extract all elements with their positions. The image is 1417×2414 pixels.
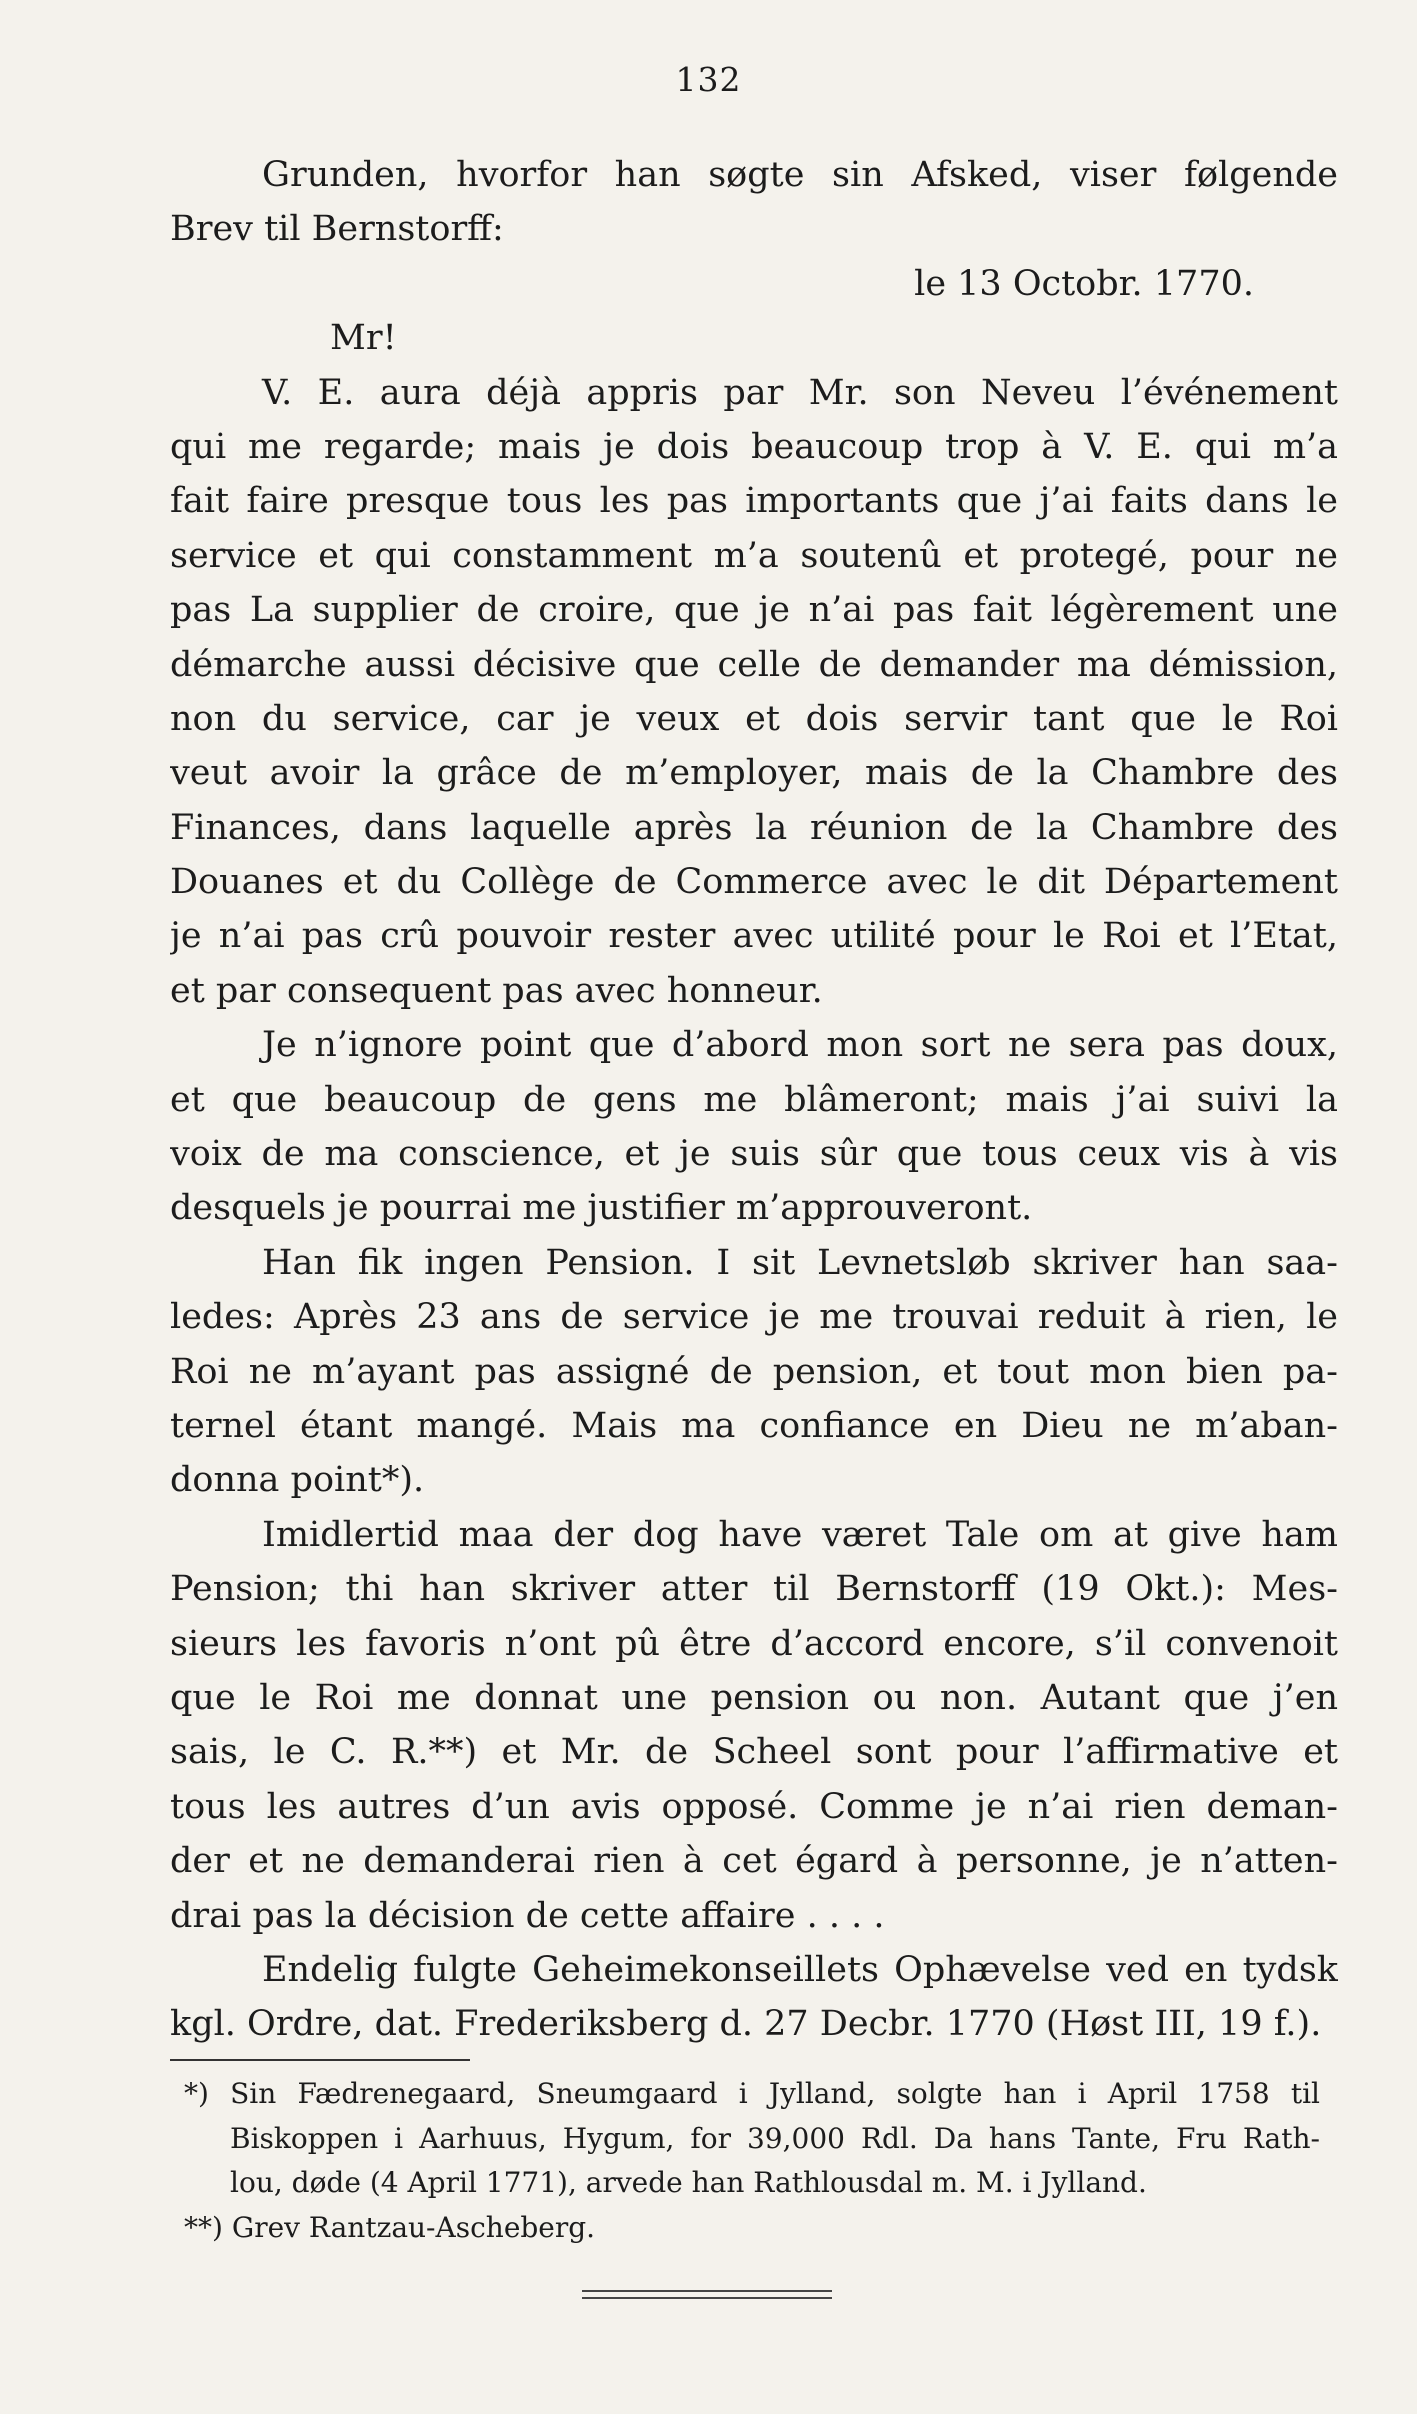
paragraph-line: que le Roi me donnat une pension ou non. Autant que j’en <box>170 1677 1338 1718</box>
paragraph-line: démarche aussi décisive que celle de demander ma démission, <box>170 644 1338 685</box>
paragraph-line: Finances, dans laquelle après la réunion de la Chambre des <box>170 807 1338 848</box>
body-text <box>170 148 1338 2052</box>
paragraph-line: fait faire presque tous les pas importants que j’ai faits dans le <box>170 481 1338 522</box>
paragraph-line: kgl. Ordre, dat. Frederiksberg d. 27 Decbr. 1770 (Høst III, 19 f.). <box>170 2004 1322 2045</box>
footnotes <box>184 2072 1320 2250</box>
paragraph-line: qui me regarde; mais je dois beaucoup trop à V. E. qui m’a <box>170 426 1338 467</box>
paragraph-line: Je n’ignore point que d’abord mon sort ne sera pas doux, <box>262 1025 1338 1066</box>
paragraph-line: je n’ai pas crû pouvoir rester avec utilité pour le Roi et l’Etat, <box>170 916 1338 957</box>
footnote-divider <box>170 2059 470 2061</box>
paragraph-line: veut avoir la grâce de m’employer, mais de la Chambre des <box>170 753 1338 794</box>
paragraph-line: Grunden, hvorfor han søgte sin Afsked, viser følgende <box>262 155 1338 195</box>
paragraph-line: Roi ne m’ayant pas assigné de pension, et tout mon bien pa- <box>170 1351 1338 1392</box>
page-number: 132 <box>675 60 742 99</box>
paragraph-line: ledes: Après 23 ans de service je me trouvai reduit à rien, le <box>170 1297 1338 1338</box>
paragraph-line: ternel étant mangé. Mais ma confiance en Dieu ne m’aban- <box>170 1405 1338 1446</box>
paragraph-line: Douanes et du Collège de Commerce avec le dit Département <box>170 862 1338 903</box>
paragraph-line: pas La supplier de croire, que je n’ai pas fait légèrement une <box>170 590 1338 631</box>
footnote-line: *) Sin Fædrenegaard, Sneumgaard i Jylland, solgte han i April 1758 til <box>184 2077 1320 2110</box>
paragraph-line: drai pas la décision de cette affaire . . . . <box>170 1895 885 1936</box>
paragraph-line: der et ne demanderai rien à cet égard à personne, je n’atten- <box>170 1841 1338 1882</box>
paragraph-line: et que beaucoup de gens me blâmeront; mais j’ai suivi la <box>170 1079 1338 1120</box>
paragraph-line: sieurs les favoris n’ont pû être d’accord encore, s’il convenoit <box>170 1623 1338 1664</box>
paragraph-line: tous les autres d’un avis opposé. Comme je n’ai rien deman- <box>170 1786 1338 1827</box>
paragraph-line: Pension; thi han skriver atter til Bernstorff (19 Okt.): Mes- <box>170 1569 1338 1610</box>
footnote-line: lou, døde (4 April 1771), arvede han Rathlousdal m. M. i Jylland. <box>230 2166 1147 2199</box>
letter-salutation: Mr! <box>330 318 397 359</box>
footnote-line: **) Grev Rantzau-Ascheberg. <box>184 2210 596 2244</box>
paragraph-line: non du service, car je veux et dois servir tant que le Roi <box>170 698 1338 739</box>
paragraph-line: Brev til Bernstorff: <box>170 209 504 250</box>
paragraph-line: et par consequent pas avec honneur. <box>170 970 823 1011</box>
paragraph-line: donna point*). <box>170 1460 425 1501</box>
paragraph-line: Imidlertid maa der dog have været Tale om at give ham <box>262 1514 1338 1555</box>
paragraph-line: Han fik ingen Pension. I sit Levnetsløb skriver han saa- <box>262 1242 1338 1283</box>
end-ornament-rule <box>582 2290 832 2299</box>
footnote-line: Biskoppen i Aarhuus, Hygum, for 39,000 Rdl. Da hans Tante, Fru Rath- <box>230 2121 1320 2155</box>
paragraph-line: voix de ma conscience, et je suis sûr que tous ceux vis à vis <box>170 1134 1338 1175</box>
paragraph-line: service et qui constamment m’a soutenû et protegé, pour ne <box>170 535 1338 576</box>
paragraph-line: desquels je pourrai me justifier m’approuveront. <box>170 1188 1033 1229</box>
letter-date: le 13 Octobr. 1770. <box>914 263 1254 304</box>
paragraph-line: Endelig fulgte Geheimekonseillets Ophævelse ved en tydsk <box>262 1949 1338 1990</box>
paragraph-line: sais, le C. R.**) et Mr. de Scheel sont pour l’affirmative et <box>170 1732 1338 1773</box>
paragraph-line: V. E. aura déjà appris par Mr. son Neveu l’événement <box>262 372 1338 413</box>
